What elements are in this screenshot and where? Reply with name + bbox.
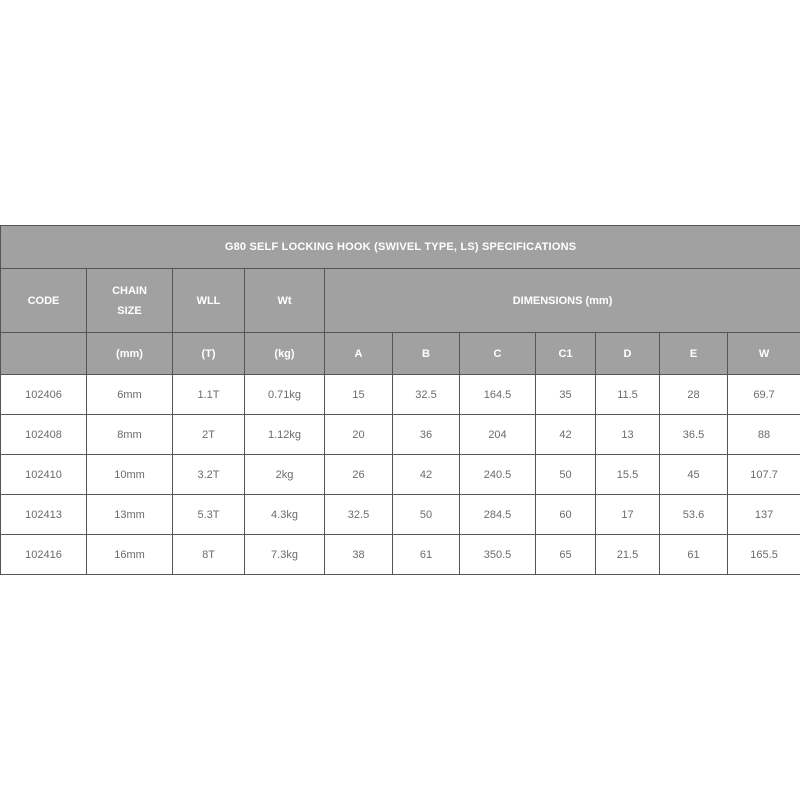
cell-wt: 1.12kg <box>245 415 325 455</box>
cell-code: 102413 <box>1 495 87 535</box>
cell-d: 15.5 <box>596 455 660 495</box>
cell-code: 102408 <box>1 415 87 455</box>
cell-wt: 4.3kg <box>245 495 325 535</box>
table-row <box>1 375 800 415</box>
cell-c1: 50 <box>536 455 596 495</box>
cell-a: 38 <box>325 535 393 575</box>
dim-c1: C1 <box>536 333 596 375</box>
cell-c1: 60 <box>536 495 596 535</box>
cell-e: 45 <box>660 455 728 495</box>
cell-b: 36 <box>393 415 460 455</box>
dim-d: D <box>596 333 660 375</box>
header-wt: Wt <box>245 269 325 333</box>
cell-wll: 2T <box>173 415 245 455</box>
cell-chain-size: 8mm <box>87 415 173 455</box>
cell-b: 32.5 <box>393 375 460 415</box>
unit-code <box>1 333 87 375</box>
table-row <box>1 535 800 575</box>
cell-a: 26 <box>325 455 393 495</box>
cell-a: 20 <box>325 415 393 455</box>
cell-chain-size: 13mm <box>87 495 173 535</box>
cell-code: 102406 <box>1 375 87 415</box>
cell-a: 32.5 <box>325 495 393 535</box>
table-title: G80 SELF LOCKING HOOK (SWIVEL TYPE, LS) SPECIFICATIONS <box>1 226 800 269</box>
cell-wll: 3.2T <box>173 455 245 495</box>
title-row <box>1 226 800 269</box>
cell-e: 28 <box>660 375 728 415</box>
dim-a: A <box>325 333 393 375</box>
cell-wt: 7.3kg <box>245 535 325 575</box>
header-dimensions: DIMENSIONS (mm) <box>325 269 800 333</box>
header-chain-size-line2: SIZE <box>117 304 142 317</box>
table-row <box>1 455 800 495</box>
cell-chain-size: 16mm <box>87 535 173 575</box>
cell-a: 15 <box>325 375 393 415</box>
cell-e: 61 <box>660 535 728 575</box>
cell-c: 240.5 <box>460 455 536 495</box>
spec-table-container <box>0 225 800 575</box>
cell-code: 102410 <box>1 455 87 495</box>
cell-wt: 2kg <box>245 455 325 495</box>
cell-d: 11.5 <box>596 375 660 415</box>
table-row <box>1 415 800 455</box>
cell-d: 21.5 <box>596 535 660 575</box>
table-row <box>1 495 800 535</box>
unit-row <box>1 333 800 375</box>
header-row <box>1 269 800 333</box>
cell-wll: 5.3T <box>173 495 245 535</box>
unit-wt: (kg) <box>245 333 325 375</box>
dim-c: C <box>460 333 536 375</box>
cell-chain-size: 10mm <box>87 455 173 495</box>
cell-e: 53.6 <box>660 495 728 535</box>
cell-b: 50 <box>393 495 460 535</box>
cell-w: 69.7 <box>728 375 800 415</box>
cell-b: 61 <box>393 535 460 575</box>
cell-w: 165.5 <box>728 535 800 575</box>
cell-chain-size: 6mm <box>87 375 173 415</box>
cell-wll: 8T <box>173 535 245 575</box>
unit-chain-size: (mm) <box>87 333 173 375</box>
cell-w: 107.7 <box>728 455 800 495</box>
cell-c: 350.5 <box>460 535 536 575</box>
cell-c1: 65 <box>536 535 596 575</box>
cell-c: 284.5 <box>460 495 536 535</box>
cell-code: 102416 <box>1 535 87 575</box>
cell-c1: 42 <box>536 415 596 455</box>
cell-d: 13 <box>596 415 660 455</box>
cell-w: 137 <box>728 495 800 535</box>
unit-wll: (T) <box>173 333 245 375</box>
cell-c: 204 <box>460 415 536 455</box>
dim-e: E <box>660 333 728 375</box>
cell-b: 42 <box>393 455 460 495</box>
cell-e: 36.5 <box>660 415 728 455</box>
header-chain-size-line1: CHAIN <box>112 284 147 297</box>
cell-wt: 0.71kg <box>245 375 325 415</box>
dim-b: B <box>393 333 460 375</box>
cell-d: 17 <box>596 495 660 535</box>
cell-c1: 35 <box>536 375 596 415</box>
cell-c: 164.5 <box>460 375 536 415</box>
header-wll: WLL <box>173 269 245 333</box>
cell-wll: 1.1T <box>173 375 245 415</box>
dim-w: W <box>728 333 800 375</box>
cell-w: 88 <box>728 415 800 455</box>
spec-table <box>0 225 800 575</box>
header-code: CODE <box>1 269 87 333</box>
header-chain-size <box>87 269 173 333</box>
